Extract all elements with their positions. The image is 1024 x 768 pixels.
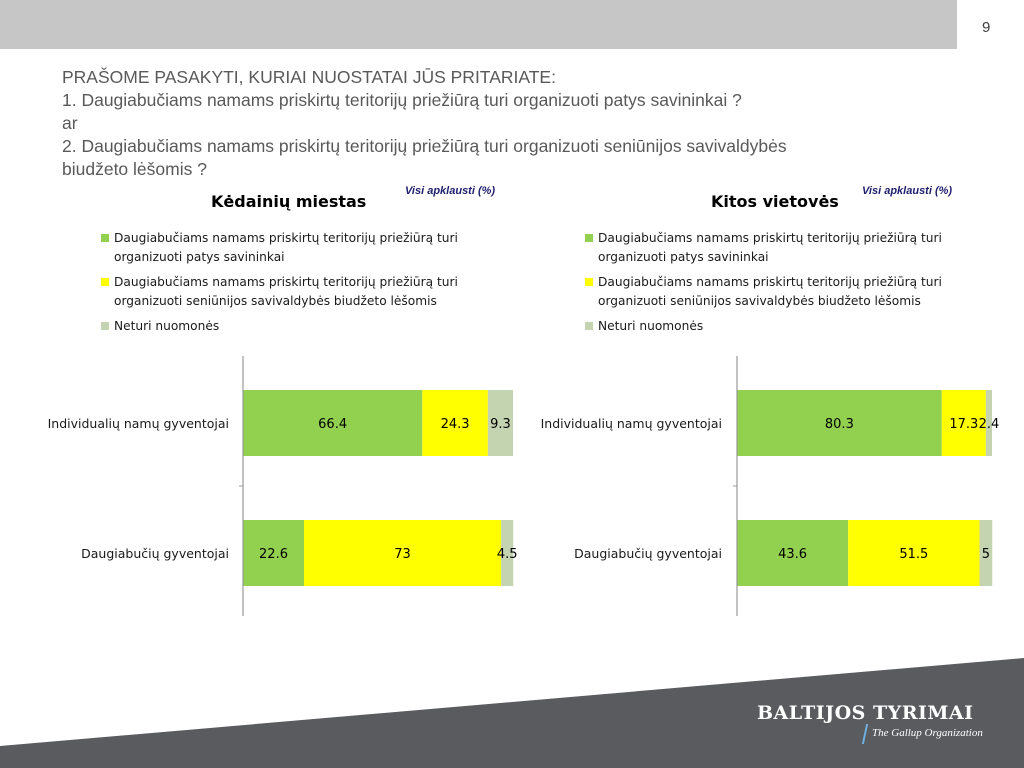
- legend-item: Daugiabučiams namams priskirtų teritorijų priežiūrą turi organizuoti seniūnijos savivaldybės biudžeto lėšomis: [101, 273, 521, 311]
- data-label: 24.3: [440, 417, 470, 432]
- data-label: 4.5: [496, 547, 518, 562]
- category-label: Individualių namų gyventojai: [47, 416, 229, 431]
- data-label: 73: [394, 547, 411, 562]
- question-line: PRAŠOME PASAKYTI, KURIAI NUOSTATAI JŪS PRITARIATE:: [62, 67, 556, 87]
- data-label: 43.6: [778, 547, 808, 562]
- category-label: Individualių namų gyventojai: [540, 416, 722, 431]
- data-label: 51.5: [899, 547, 929, 562]
- legend-item: Daugiabučiams namams priskirtų teritorijų priežiūrą turi organizuoti seniūnijos savivaldybės biudžeto lėšomis: [585, 273, 1005, 311]
- chart-subtitle-kitos: Visi apklausti (%): [862, 185, 953, 197]
- question-line: ar: [62, 113, 78, 133]
- category-label: Daugiabučių gyventojai: [574, 546, 722, 561]
- legend-item: Neturi nuomonės: [101, 317, 521, 336]
- category-label: Daugiabučių gyventojai: [81, 546, 229, 561]
- question-line: 2. Daugiabučiams namams priskirtų teritorijų priežiūrą turi organizuoti seniūnijos savivaldybės: [62, 136, 787, 156]
- data-label: 66.4: [318, 417, 348, 432]
- brand-tagline: The Gallup Organization: [872, 727, 983, 739]
- page-number: 9: [982, 19, 991, 36]
- data-label: 9.3: [490, 417, 511, 432]
- chart-subtitle-kedainiai: Visi apklausti (%): [405, 185, 496, 197]
- chart-title-kitos: Kitos vietovės: [711, 192, 839, 211]
- data-label: 80.3: [824, 417, 854, 432]
- brand-logo: BALTIJOS TYRIMAI: [757, 702, 974, 724]
- legend-item: Daugiabučiams namams priskirtų teritorijų priežiūrą turi organizuoti patys savininkai: [101, 229, 521, 267]
- question-line: 1. Daugiabučiams namams priskirtų teritorijų priežiūrą turi organizuoti patys savininkai ?: [62, 90, 742, 110]
- data-label: 17.3: [949, 417, 979, 432]
- legend-item: Daugiabučiams namams priskirtų teritorijų priežiūrą turi organizuoti patys savininkai: [585, 229, 1005, 267]
- question-line: biudžeto lėšomis ?: [62, 159, 207, 179]
- data-label: 2.4: [978, 417, 1000, 432]
- data-label: 5: [981, 547, 991, 562]
- chart-title-kedainiai: Kėdainių miestas: [211, 192, 367, 211]
- legend-item: Neturi nuomonės: [585, 317, 1005, 336]
- data-label: 22.6: [259, 547, 288, 562]
